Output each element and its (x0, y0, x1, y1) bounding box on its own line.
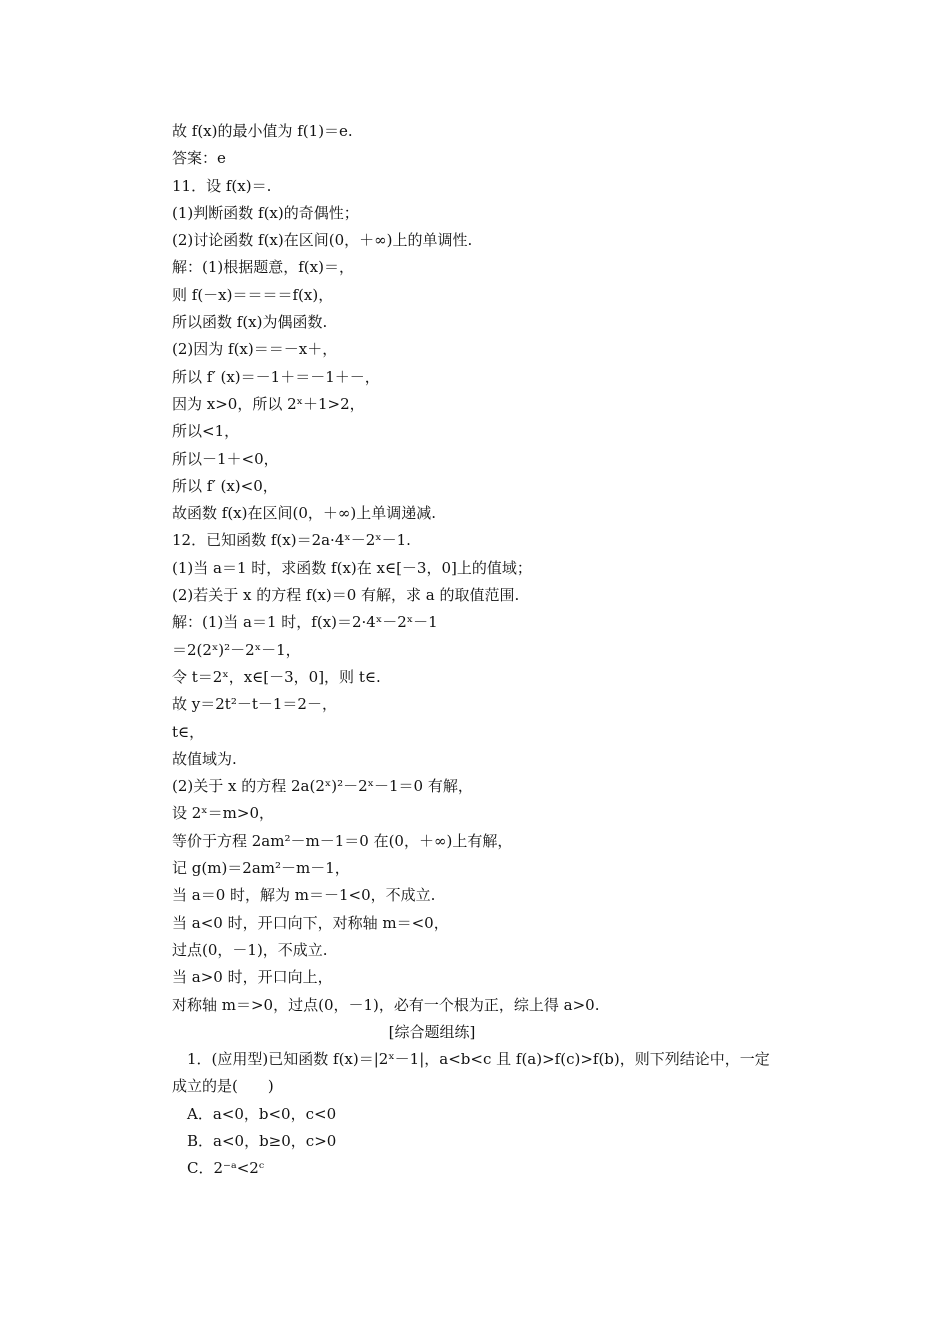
text-line: 故值域为. (172, 749, 237, 768)
text-line: 解：(1)当 a＝1 时，f(x)＝2·4ˣ－2ˣ－1 (172, 613, 438, 632)
question-stem-line-1: 1．(应用型)已知函数 f(x)＝|2ˣ－1|，a<b<c 且 f(a)>f(c)>f(b)，则下列结论中，一定 (172, 1050, 770, 1069)
text-line: 所以 f′ (x)<0， (172, 476, 278, 495)
text-line: 所以 f′ (x)＝－1＋＝－1＋－， (172, 367, 380, 386)
text-line: 设 2ˣ＝m>0， (172, 804, 275, 823)
text-line: (2)关于 x 的方程 2a(2ˣ)²－2ˣ－1＝0 有解， (172, 777, 473, 796)
question-stem-line-2: 成立的是( ) (172, 1077, 274, 1096)
text-line: 令 t＝2ˣ，x∈[－3，0]，则 t∈. (172, 667, 381, 686)
text-line: 所以<1， (172, 422, 240, 441)
text-line: 当 a>0 时，开口向上， (172, 968, 333, 987)
option-a: A．a<0，b<0，c<0 (172, 1104, 337, 1123)
text-line: 对称轴 m＝>0，过点(0，－1)，必有一个根为正，综上得 a>0. (172, 995, 600, 1014)
text-line: 12．已知函数 f(x)＝2a·4ˣ－2ˣ－1. (172, 531, 411, 550)
option-b: B．a<0，b≥0，c>0 (172, 1131, 337, 1150)
text-line: 等价于方程 2am²－m－1＝0 在(0，＋∞)上有解， (172, 831, 513, 850)
document-content (172, 118, 822, 1183)
text-line: (2)若关于 x 的方程 f(x)＝0 有解，求 a 的取值范围. (172, 586, 520, 605)
text-line: 因为 x>0，所以 2ˣ＋1>2， (172, 394, 365, 413)
text-line: (1)当 a＝1 时，求函数 f(x)在 x∈[－3，0]上的值域； (172, 558, 532, 577)
text-line: 过点(0，－1)，不成立. (172, 940, 328, 959)
text-line: 故 y＝2t²－t－1＝2－， (172, 695, 337, 714)
text-line: 所以－1＋<0， (172, 449, 279, 468)
section-title: [综合题组练] (388, 1022, 476, 1041)
text-line: t∈， (172, 722, 205, 741)
text-line: 记 g(m)＝2am²－m－1， (172, 859, 350, 878)
text-line: ＝2(2ˣ)²－2ˣ－1， (172, 640, 301, 659)
text-line: 当 a<0 时，开口向下，对称轴 m＝<0， (172, 913, 449, 932)
option-c: C．2⁻ᵃ<2ᶜ (172, 1159, 265, 1178)
text-line: 当 a＝0 时，解为 m＝－1<0，不成立. (172, 886, 436, 905)
text-line: 所以函数 f(x)为偶函数. (172, 313, 328, 332)
text-line: 11．设 f(x)＝. (172, 176, 272, 195)
text-line: (1)判断函数 f(x)的奇偶性； (172, 203, 359, 222)
text-line: (2)讨论函数 f(x)在区间(0，＋∞)上的单调性. (172, 231, 473, 250)
text-line: 故 f(x)的最小值为 f(1)＝e. (172, 122, 353, 140)
text-line: 则 f(－x)＝＝＝＝f(x)， (172, 285, 334, 304)
text-line: 解：(1)根据题意，f(x)＝， (172, 258, 354, 277)
text-line: (2)因为 f(x)＝＝－x＋， (172, 340, 338, 359)
text-line: 答案：e (172, 149, 226, 168)
text-line: 故函数 f(x)在区间(0，＋∞)上单调递减. (172, 504, 436, 523)
